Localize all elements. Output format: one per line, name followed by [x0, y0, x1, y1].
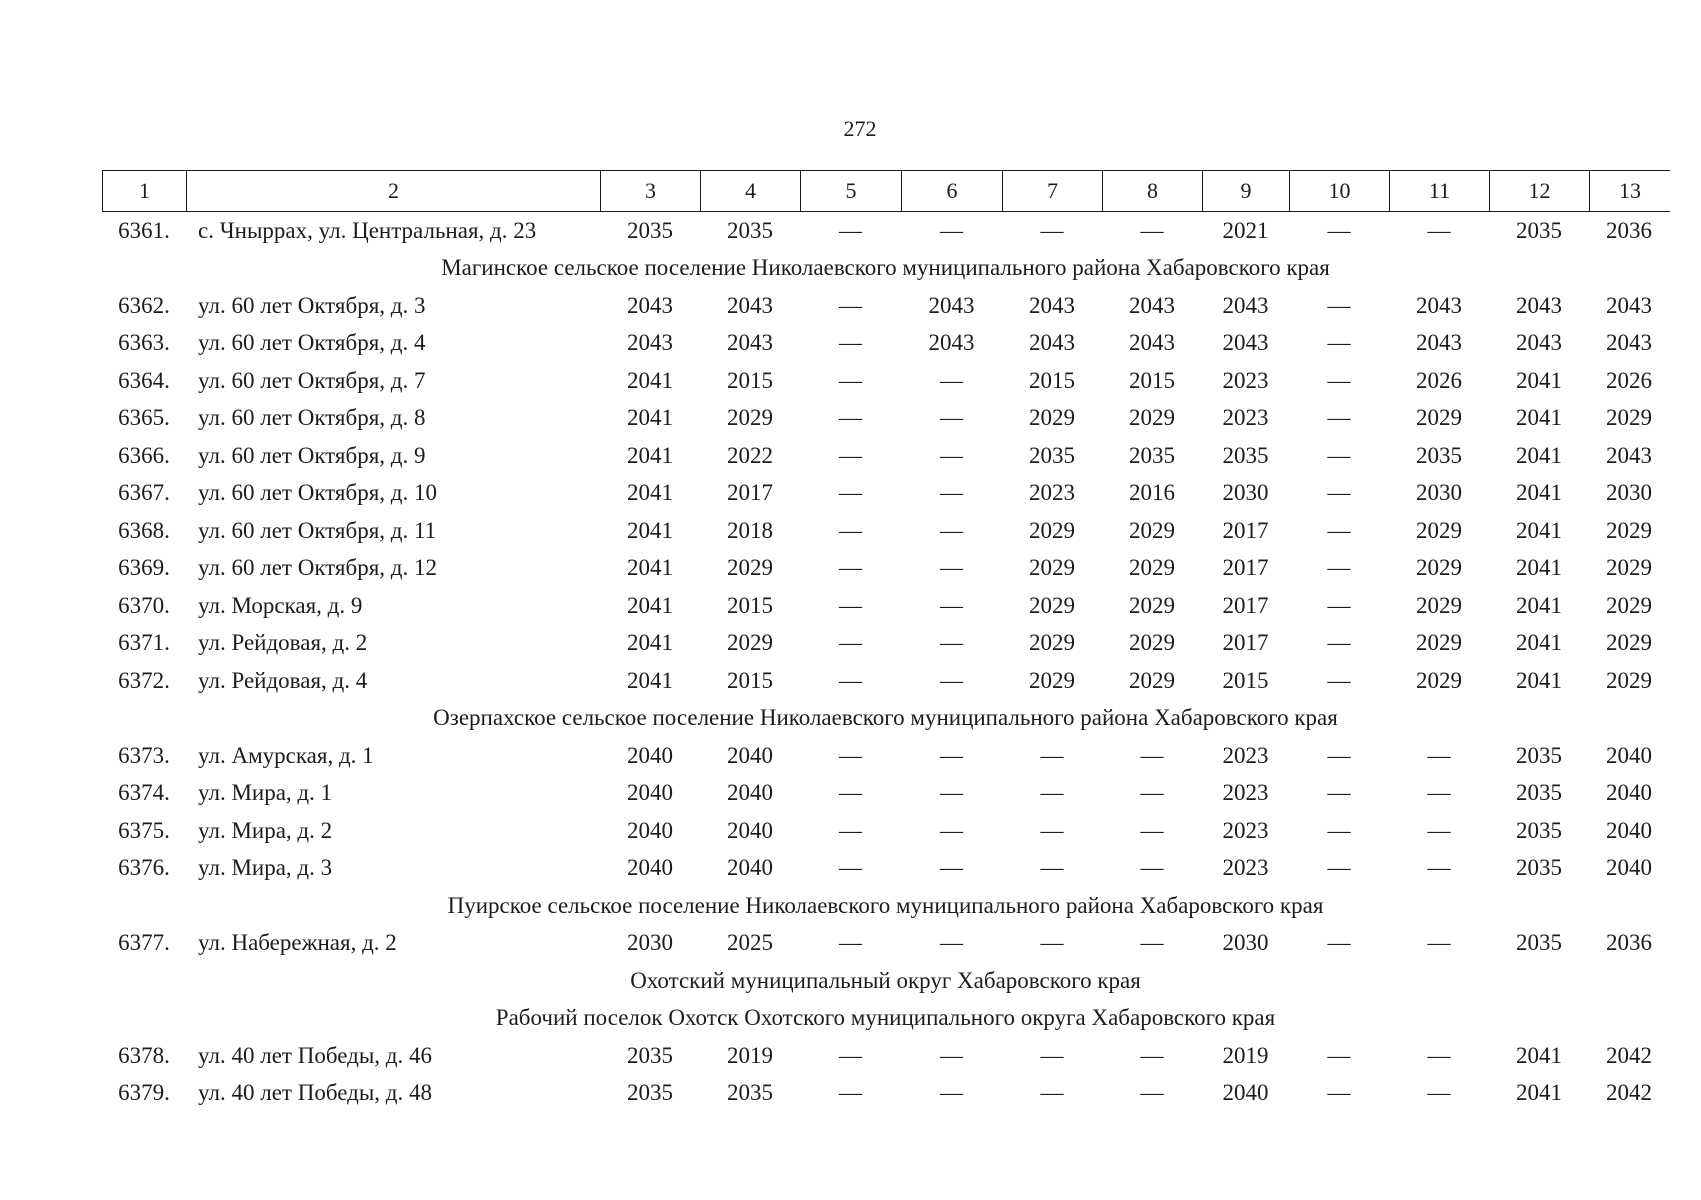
column-header-12: 12: [1490, 171, 1590, 211]
address-cell: ул. 40 лет Победы, д. 48: [198, 1080, 432, 1106]
value-cell-col-13: 2042: [1606, 1042, 1652, 1068]
value-cell-col-13: 2042: [1606, 1080, 1652, 1106]
address-cell: ул. Набережная, д. 2: [198, 930, 397, 956]
value-cell-col-9: 2023: [1222, 405, 1269, 431]
value-cell-col-3: 2035: [627, 1080, 673, 1106]
value-cell-col-10: —: [1327, 442, 1351, 468]
value-cell-col-3: 2043: [627, 292, 673, 318]
value-cell-col-10: —: [1327, 855, 1351, 881]
row-number: 6363.: [118, 330, 170, 356]
column-header-9: 9: [1203, 171, 1290, 211]
value-cell-col-10: —: [1327, 555, 1351, 581]
address-cell: ул. 60 лет Октября, д. 10: [198, 480, 437, 506]
table-row: [102, 437, 1669, 475]
address-cell: ул. Мира, д. 1: [198, 780, 333, 806]
address-cell: ул. Амурская, д. 1: [198, 742, 374, 768]
value-cell-col-13: 2036: [1606, 217, 1652, 243]
value-cell-col-10: —: [1327, 405, 1351, 431]
value-cell-col-12: 2041: [1516, 480, 1562, 506]
value-cell-col-5: —: [839, 1042, 862, 1068]
value-cell-col-10: —: [1327, 1080, 1351, 1106]
table-body: [102, 212, 1669, 1112]
value-cell-col-4: 2022: [727, 442, 773, 468]
value-cell-col-11: 2035: [1416, 442, 1462, 468]
column-header-6: 6: [902, 171, 1003, 211]
table-row: [102, 362, 1669, 400]
value-cell-col-7: —: [1040, 1080, 1064, 1106]
value-cell-col-8: —: [1140, 217, 1164, 243]
value-cell-col-9: 2030: [1222, 480, 1269, 506]
row-number: 6366.: [118, 442, 170, 468]
address-cell: ул. Рейдовая, д. 2: [198, 630, 368, 656]
row-number: 6365.: [118, 405, 170, 431]
value-cell-col-7: —: [1040, 817, 1064, 843]
value-cell-col-3: 2040: [627, 817, 673, 843]
value-cell-col-6: —: [940, 630, 963, 656]
table-row: [102, 1075, 1669, 1113]
address-cell: ул. 60 лет Октября, д. 7: [198, 367, 426, 393]
value-cell-col-5: —: [839, 330, 862, 356]
value-cell-col-4: 2029: [727, 405, 773, 431]
value-cell-col-10: —: [1327, 817, 1351, 843]
column-header-8: 8: [1103, 171, 1203, 211]
row-number: 6379.: [118, 1080, 170, 1106]
value-cell-col-10: —: [1327, 217, 1351, 243]
row-number: 6368.: [118, 517, 170, 543]
value-cell-col-8: 2029: [1129, 630, 1175, 656]
value-cell-col-12: 2035: [1516, 817, 1562, 843]
value-cell-col-8: 2029: [1129, 517, 1175, 543]
value-cell-col-12: 2041: [1516, 1042, 1562, 1068]
table-row: [102, 400, 1669, 438]
value-cell-col-12: 2043: [1516, 330, 1562, 356]
value-cell-col-12: 2035: [1516, 780, 1562, 806]
value-cell-col-5: —: [839, 855, 862, 881]
value-cell-col-7: 2029: [1029, 405, 1075, 431]
address-cell: ул. 60 лет Октября, д. 8: [198, 405, 426, 431]
table-row: [102, 212, 1669, 250]
column-header-11: 11: [1390, 171, 1490, 211]
value-cell-col-5: —: [839, 517, 862, 543]
value-cell-col-6: —: [940, 1042, 963, 1068]
value-cell-col-10: —: [1327, 630, 1351, 656]
value-cell-col-4: 2018: [727, 517, 773, 543]
value-cell-col-6: —: [940, 592, 963, 618]
address-cell: ул. 60 лет Октября, д. 4: [198, 330, 426, 356]
row-number: 6378.: [118, 1042, 170, 1068]
value-cell-col-12: 2041: [1516, 555, 1562, 581]
value-cell-col-12: 2035: [1516, 930, 1562, 956]
value-cell-col-5: —: [839, 930, 862, 956]
value-cell-col-12: 2043: [1516, 292, 1562, 318]
value-cell-col-13: 2029: [1606, 555, 1652, 581]
address-cell: ул. Рейдовая, д. 4: [198, 667, 368, 693]
value-cell-col-9: 2023: [1222, 780, 1269, 806]
row-number: 6362.: [118, 292, 170, 318]
value-cell-col-8: —: [1140, 855, 1164, 881]
table-header: [102, 170, 1670, 212]
value-cell-col-13: 2040: [1606, 742, 1652, 768]
value-cell-col-3: 2035: [627, 217, 673, 243]
value-cell-col-6: —: [940, 517, 963, 543]
value-cell-col-11: 2029: [1416, 405, 1462, 431]
value-cell-col-3: 2040: [627, 780, 673, 806]
table-row: [102, 775, 1669, 813]
value-cell-col-13: 2040: [1606, 780, 1652, 806]
value-cell-col-9: 2043: [1222, 330, 1269, 356]
table-row: [102, 625, 1669, 663]
value-cell-col-5: —: [839, 217, 862, 243]
value-cell-col-8: 2015: [1129, 367, 1175, 393]
value-cell-col-13: 2043: [1606, 330, 1652, 356]
value-cell-col-4: 2029: [727, 555, 773, 581]
value-cell-col-11: —: [1427, 817, 1451, 843]
section-heading: Рабочий поселок Охотск Охотского муниципального округа Хабаровского края: [495, 1005, 1276, 1031]
value-cell-col-10: —: [1327, 742, 1351, 768]
value-cell-col-9: 2040: [1222, 1080, 1269, 1106]
table-row: [102, 550, 1669, 588]
row-number: 6361.: [118, 217, 170, 243]
value-cell-col-5: —: [839, 480, 862, 506]
value-cell-col-12: 2041: [1516, 517, 1562, 543]
value-cell-col-5: —: [839, 367, 862, 393]
value-cell-col-13: 2030: [1606, 480, 1652, 506]
value-cell-col-4: 2040: [727, 817, 773, 843]
value-cell-col-11: —: [1427, 217, 1451, 243]
value-cell-col-4: 2040: [727, 742, 773, 768]
value-cell-col-4: 2019: [727, 1042, 773, 1068]
value-cell-col-13: 2026: [1606, 367, 1652, 393]
value-cell-col-8: 2035: [1129, 442, 1175, 468]
value-cell-col-7: —: [1040, 742, 1064, 768]
address-cell: ул. 60 лет Октября, д. 3: [198, 292, 426, 318]
row-number: 6369.: [118, 555, 170, 581]
value-cell-col-11: 2030: [1416, 480, 1462, 506]
value-cell-col-9: 2023: [1222, 367, 1269, 393]
value-cell-col-11: 2043: [1416, 330, 1462, 356]
row-number: 6367.: [118, 480, 170, 506]
address-cell: ул. Мира, д. 2: [198, 817, 333, 843]
value-cell-col-8: 2029: [1129, 405, 1175, 431]
value-cell-col-6: —: [940, 442, 963, 468]
value-cell-col-3: 2043: [627, 330, 673, 356]
value-cell-col-5: —: [839, 405, 862, 431]
value-cell-col-3: 2041: [627, 555, 673, 581]
value-cell-col-4: 2040: [727, 855, 773, 881]
value-cell-col-13: 2029: [1606, 517, 1652, 543]
row-number: 6375.: [118, 817, 170, 843]
value-cell-col-4: 2025: [727, 930, 773, 956]
value-cell-col-11: 2029: [1416, 555, 1462, 581]
value-cell-col-10: —: [1327, 367, 1351, 393]
value-cell-col-10: —: [1327, 1042, 1351, 1068]
section-heading: Охотский муниципальный округ Хабаровского края: [630, 967, 1141, 993]
address-cell: ул. 60 лет Октября, д. 11: [198, 517, 437, 543]
value-cell-col-6: —: [940, 217, 963, 243]
value-cell-col-9: 2021: [1222, 217, 1269, 243]
address-cell: ул. 60 лет Октября, д. 12: [198, 555, 437, 581]
value-cell-col-7: —: [1040, 1042, 1064, 1068]
value-cell-col-7: 2029: [1029, 555, 1075, 581]
value-cell-col-8: 2029: [1129, 667, 1175, 693]
value-cell-col-12: 2035: [1516, 742, 1562, 768]
table-row: [102, 512, 1669, 550]
value-cell-col-13: 2043: [1606, 442, 1652, 468]
value-cell-col-11: —: [1427, 742, 1451, 768]
value-cell-col-13: 2036: [1606, 930, 1652, 956]
value-cell-col-12: 2035: [1516, 217, 1562, 243]
value-cell-col-12: 2041: [1516, 592, 1562, 618]
value-cell-col-6: —: [940, 855, 963, 881]
column-header-5: 5: [801, 171, 902, 211]
row-number: 6372.: [118, 667, 170, 693]
value-cell-col-8: —: [1140, 1042, 1164, 1068]
value-cell-col-6: —: [940, 817, 963, 843]
value-cell-col-4: 2015: [727, 667, 773, 693]
value-cell-col-11: 2029: [1416, 517, 1462, 543]
value-cell-col-8: 2043: [1129, 292, 1175, 318]
section-heading: Озерпахское сельское поселение Николаевского муниципального района Хабаровского края: [433, 705, 1338, 731]
value-cell-col-11: —: [1427, 930, 1451, 956]
table-row: [102, 1037, 1669, 1075]
value-cell-col-4: 2035: [727, 1080, 773, 1106]
value-cell-col-9: 2043: [1222, 292, 1269, 318]
table-row: [102, 662, 1669, 700]
value-cell-col-4: 2029: [727, 630, 773, 656]
row-number: 6373.: [118, 742, 170, 768]
value-cell-col-3: 2041: [627, 442, 673, 468]
value-cell-col-13: 2040: [1606, 855, 1652, 881]
value-cell-col-9: 2017: [1222, 630, 1269, 656]
value-cell-col-9: 2017: [1222, 555, 1269, 581]
value-cell-col-3: 2041: [627, 592, 673, 618]
table-row: [102, 812, 1669, 850]
value-cell-col-3: 2035: [627, 1042, 673, 1068]
column-header-2: 2: [187, 171, 601, 211]
value-cell-col-9: 2030: [1222, 930, 1269, 956]
value-cell-col-9: 2019: [1222, 1042, 1269, 1068]
value-cell-col-6: —: [940, 367, 963, 393]
value-cell-col-8: 2029: [1129, 592, 1175, 618]
value-cell-col-5: —: [839, 442, 862, 468]
value-cell-col-7: 2015: [1029, 367, 1075, 393]
value-cell-col-6: —: [940, 555, 963, 581]
value-cell-col-3: 2041: [627, 517, 673, 543]
value-cell-col-3: 2041: [627, 480, 673, 506]
value-cell-col-8: 2029: [1129, 555, 1175, 581]
value-cell-col-11: —: [1427, 780, 1451, 806]
value-cell-col-9: 2023: [1222, 855, 1269, 881]
value-cell-col-12: 2041: [1516, 367, 1562, 393]
value-cell-col-4: 2015: [727, 592, 773, 618]
value-cell-col-13: 2029: [1606, 592, 1652, 618]
address-cell: ул. 40 лет Победы, д. 46: [198, 1042, 432, 1068]
page-number: 272: [843, 116, 877, 141]
value-cell-col-8: —: [1140, 1080, 1164, 1106]
value-cell-col-11: 2029: [1416, 667, 1462, 693]
value-cell-col-3: 2040: [627, 742, 673, 768]
value-cell-col-7: 2029: [1029, 592, 1075, 618]
row-number: 6376.: [118, 855, 170, 881]
value-cell-col-3: 2041: [627, 367, 673, 393]
column-header-13: 13: [1619, 178, 1641, 203]
value-cell-col-6: —: [940, 405, 963, 431]
value-cell-col-10: —: [1327, 930, 1351, 956]
value-cell-col-12: 2035: [1516, 855, 1562, 881]
value-cell-col-8: —: [1140, 742, 1164, 768]
value-cell-col-7: 2043: [1029, 292, 1075, 318]
value-cell-col-8: —: [1140, 817, 1164, 843]
value-cell-col-7: —: [1040, 930, 1064, 956]
value-cell-col-7: 2035: [1029, 442, 1075, 468]
table-row: [102, 737, 1669, 775]
column-header-4: 4: [701, 171, 801, 211]
column-header-7: 7: [1003, 171, 1103, 211]
value-cell-col-13: 2040: [1606, 817, 1652, 843]
value-cell-col-10: —: [1327, 517, 1351, 543]
section-heading: Магинское сельское поселение Николаевского муниципального района Хабаровского края: [441, 255, 1330, 281]
value-cell-col-3: 2041: [627, 630, 673, 656]
value-cell-col-12: 2041: [1516, 442, 1562, 468]
value-cell-col-13: 2029: [1606, 667, 1652, 693]
value-cell-col-4: 2043: [727, 330, 773, 356]
value-cell-col-11: —: [1427, 855, 1451, 881]
address-cell: с. Чныррах, ул. Центральная, д. 23: [198, 217, 537, 243]
value-cell-col-11: 2029: [1416, 630, 1462, 656]
value-cell-col-12: 2041: [1516, 1080, 1562, 1106]
value-cell-col-10: —: [1327, 667, 1351, 693]
row-number: 6377.: [118, 930, 170, 956]
value-cell-col-7: 2029: [1029, 517, 1075, 543]
value-cell-col-9: 2017: [1222, 517, 1269, 543]
value-cell-col-7: 2029: [1029, 667, 1075, 693]
value-cell-col-9: 2035: [1222, 442, 1269, 468]
address-cell: ул. Морская, д. 9: [198, 592, 363, 618]
value-cell-col-5: —: [839, 292, 862, 318]
value-cell-col-6: —: [940, 480, 963, 506]
value-cell-col-7: —: [1040, 855, 1064, 881]
row-number: 6371.: [118, 630, 170, 656]
value-cell-col-4: 2043: [727, 292, 773, 318]
value-cell-col-4: 2040: [727, 780, 773, 806]
table-row: [102, 287, 1669, 325]
value-cell-col-5: —: [839, 592, 862, 618]
value-cell-col-10: —: [1327, 592, 1351, 618]
value-cell-col-6: —: [940, 930, 963, 956]
value-cell-col-7: —: [1040, 780, 1064, 806]
value-cell-col-8: 2016: [1129, 480, 1175, 506]
value-cell-col-8: 2043: [1129, 330, 1175, 356]
value-cell-col-6: —: [940, 780, 963, 806]
table-row: [102, 475, 1669, 513]
address-cell: ул. Мира, д. 3: [198, 855, 333, 881]
value-cell-col-5: —: [839, 555, 862, 581]
row-number: 6374.: [118, 780, 170, 806]
value-cell-col-4: 2017: [727, 480, 773, 506]
value-cell-col-9: 2017: [1222, 592, 1269, 618]
value-cell-col-5: —: [839, 630, 862, 656]
value-cell-col-12: 2041: [1516, 667, 1562, 693]
value-cell-col-9: 2015: [1222, 667, 1269, 693]
table-row: [102, 587, 1669, 625]
value-cell-col-11: 2029: [1416, 592, 1462, 618]
value-cell-col-13: 2029: [1606, 405, 1652, 431]
value-cell-col-7: 2029: [1029, 630, 1075, 656]
value-cell-col-9: 2023: [1222, 817, 1269, 843]
value-cell-col-6: —: [940, 1080, 963, 1106]
column-header-3: 3: [601, 171, 701, 211]
value-cell-col-6: —: [940, 742, 963, 768]
value-cell-col-11: 2026: [1416, 367, 1462, 393]
table-row: [102, 925, 1669, 963]
value-cell-col-11: 2043: [1416, 292, 1462, 318]
value-cell-col-8: —: [1140, 930, 1164, 956]
value-cell-col-3: 2030: [627, 930, 673, 956]
value-cell-col-5: —: [839, 1080, 862, 1106]
value-cell-col-9: 2023: [1222, 742, 1269, 768]
value-cell-col-7: 2023: [1029, 480, 1075, 506]
row-number: 6364.: [118, 367, 170, 393]
value-cell-col-3: 2041: [627, 405, 673, 431]
table-row: [102, 850, 1669, 888]
value-cell-col-7: 2043: [1029, 330, 1075, 356]
column-header-1: 1: [103, 171, 187, 211]
value-cell-col-7: —: [1040, 217, 1064, 243]
value-cell-col-12: 2041: [1516, 405, 1562, 431]
value-cell-col-6: 2043: [928, 330, 975, 356]
value-cell-col-13: 2029: [1606, 630, 1652, 656]
value-cell-col-11: —: [1427, 1080, 1451, 1106]
value-cell-col-8: —: [1140, 780, 1164, 806]
row-number: 6370.: [118, 592, 170, 618]
table-row: [102, 325, 1669, 363]
value-cell-col-5: —: [839, 780, 862, 806]
value-cell-col-5: —: [839, 742, 862, 768]
value-cell-col-13: 2043: [1606, 292, 1652, 318]
address-cell: ул. 60 лет Октября, д. 9: [198, 442, 426, 468]
value-cell-col-5: —: [839, 817, 862, 843]
section-heading: Пуирское сельское поселение Николаевского муниципального района Хабаровского края: [447, 892, 1324, 918]
value-cell-col-6: 2043: [928, 292, 975, 318]
value-cell-col-4: 2015: [727, 367, 773, 393]
value-cell-col-10: —: [1327, 480, 1351, 506]
column-header-10: 10: [1290, 171, 1390, 211]
value-cell-col-10: —: [1327, 780, 1351, 806]
value-cell-col-3: 2041: [627, 667, 673, 693]
value-cell-col-11: —: [1427, 1042, 1451, 1068]
value-cell-col-5: —: [839, 667, 862, 693]
value-cell-col-6: —: [940, 667, 963, 693]
value-cell-col-10: —: [1327, 292, 1351, 318]
value-cell-col-3: 2040: [627, 855, 673, 881]
value-cell-col-10: —: [1327, 330, 1351, 356]
value-cell-col-12: 2041: [1516, 630, 1562, 656]
value-cell-col-4: 2035: [727, 217, 773, 243]
